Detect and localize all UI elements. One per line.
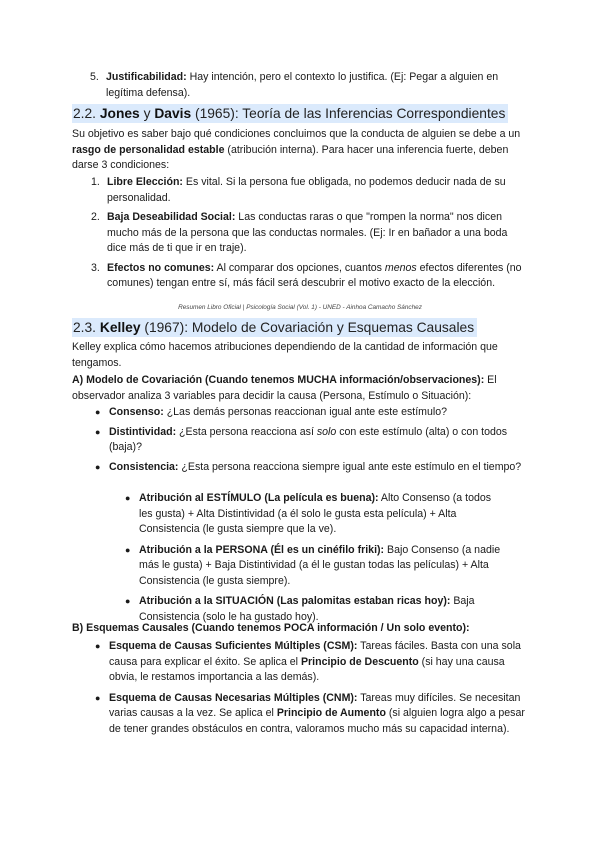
list-item: ● Consenso: ¿Las demás personas reaccionan igual ante este estímulo? xyxy=(109,405,528,421)
list-item: ● Esquema de Causas Necesarias Múltiples (CNM): Tareas muy difíciles. Se necesitan varias causas a la vez. Se aplica el Principio de Aumento (si alguien logra algo a pesar de tener grandes obstáculos en contra, valoramos mucho más su capacidad interna). xyxy=(95,691,525,735)
bullet-icon: ● xyxy=(95,641,101,651)
list-item: 3. Efectos no comunes: Al comparar dos opciones, cuantos menos efectos diferentes (no comunes) tengan entre sí, más fácil será descubrir el motivo exacto de la elección. xyxy=(91,261,522,289)
model-a-intro: A) Modelo de Covariación (Cuando tenemos MUCHA información/observaciones): El observador analiza 3 variables para decidir la causa (Persona, Estímulo o Situación): xyxy=(72,374,497,402)
section-heading-2-2: 2.2. Jones y Davis (1965): Teoría de las Inferencias Correspondientes xyxy=(72,104,508,123)
bullet-icon: ● xyxy=(95,407,101,417)
list-item: 1. Libre Elección: Es vital. Si la persona fue obligada, no podemos deducir nada de su personalidad. xyxy=(91,176,506,204)
item-label: Justificabilidad: xyxy=(106,71,187,83)
item-text: Hay intención, pero el contexto lo justifica. (Ej: Pegar a alguien en legítima defensa). xyxy=(106,71,499,99)
list-item xyxy=(90,70,526,101)
bullet-icon: ● xyxy=(95,426,101,437)
list-item: ● Esquema de Causas Suficientes Múltiples (CSM): Tareas fáciles. Basta con una sola causa para explicar el éxito. Se aplica el Principio de Descuento (si hay una causa obvia, le restamos importancia a las demás). xyxy=(95,640,521,683)
list-item: ● Distintividad: ¿Esta persona reacciona así solo con este estímulo (alta) o con todos (baja)? xyxy=(95,425,508,453)
list-item: ● Atribución al ESTÍMULO (La película es buena): Alto Consenso (a todos les gusta) + Alta Distintividad (a él solo le gusta esta película) + Alta Consistencia (le gusta siempre que la ve). xyxy=(125,492,492,535)
bullet-icon: ● xyxy=(95,692,101,703)
list-item: ● Consistencia: ¿Esta persona reacciona siempre igual ante este estímulo en el tiempo? xyxy=(109,460,528,476)
bullet-icon: ● xyxy=(95,461,101,472)
causal-schemas xyxy=(95,639,528,741)
model-b-title: B) Esquemas Causales (Cuando tenemos POCA información / Un solo evento): xyxy=(72,622,470,634)
bullet-icon: ● xyxy=(125,493,131,503)
page-footer: Resumen Libro Oficial | Psicología Social (Vol. 1) - UNED - Ainhoa Camacho Sánchez xyxy=(178,304,422,311)
bullet-icon: ● xyxy=(125,596,131,606)
section-2-3-intro: Kelley explica cómo hacemos atribuciones dependiendo de la cantidad de información que tengamos. xyxy=(72,341,498,369)
list-item: 2. Baja Deseabilidad Social: Las conductas raras o que "rompen la norma" nos dicen mucho más de la persona que las conductas normales. (Ej: Ir en bañador a una boda dice más de ti que ir en traje). xyxy=(91,211,508,254)
covariation-variables xyxy=(95,405,528,479)
list-item: ● Atribución a la PERSONA (Él es un cinéfilo friki): Bajo Consenso (a nadie más le gusta) + Baja Distintividad (a él le gustan todas las películas) + Alta Consistencia (le gusta siempre). xyxy=(125,543,501,587)
bullet-icon: ● xyxy=(125,544,131,555)
section-2-2-intro: Su objetivo es saber bajo qué condiciones concluimos que la conducta de alguien se debe a un rasgo de personalidad estable (atribución interna). Para hacer una inferencia fuerte, deben darse 3 condiciones: xyxy=(72,128,521,171)
conditions-list xyxy=(91,175,528,296)
list-item: ● Atribución a la SITUACIÓN (Las palomitas estaban ricas hoy): Baja Consistencia (solo le ha gustado hoy). xyxy=(125,595,475,623)
item-number: 5. xyxy=(90,71,99,83)
section-heading-2-3: 2.3. Kelley (1967): Modelo de Covariación y Esquemas Causales xyxy=(72,318,477,337)
